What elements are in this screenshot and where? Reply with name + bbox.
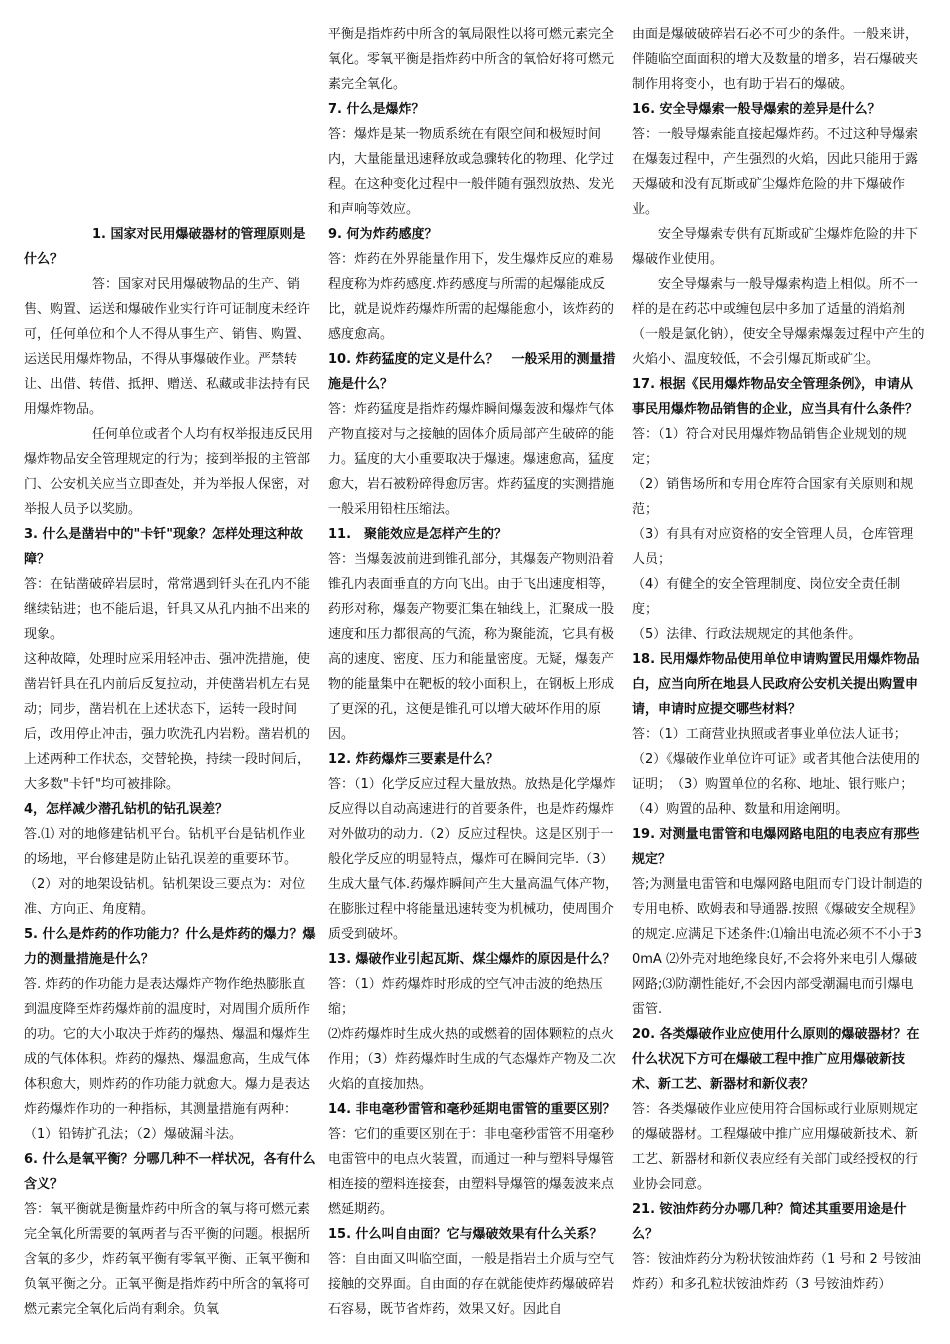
answer-paragraph: 任何单位或者个人均有权举报违反民用爆炸物品安全管理规定的行为；接到举报的主管部门、公安机关应当立即查处，并为举报人保密，对举报人员予以奖励。 [24,427,314,517]
question-heading: 1. 国家对民用爆破器材的管理原则是什么？ [24,227,306,267]
answer-paragraph: 答;为测量电雷管和电爆网路电阻而专门设计制造的专用电桥、欧姆表和导通器.按照《爆破安全规程》的规定.应满足下述条件:⑴输出电流必须不不小于30mA ⑵外壳对地绝缘良好,不会将外来电引人爆破网路;⑶防潮性能好,不会因内部受潮漏电而引爆电雷管. [632,877,923,1017]
question-heading: 15. 什么叫自由面？它与爆破效果有什么关系？ [328,1227,603,1242]
question-heading: 13. 爆破作业引起瓦斯、煤尘爆炸的原因是什么？ [328,952,616,967]
answer-paragraph: 答：炸药在外界能量作用下，发生爆炸反应的难易程度称为炸药感度.炸药感度与所需的起爆能成反比，就是说炸药爆炸所需的起爆能愈小，该炸药的感度愈高。 [328,252,615,342]
answer-paragraph: 安全导爆索与一般导爆索构造上相似。所不一样的是在药芯中或缠包层中多加了适量的消焰剂（一般是氯化钠），使安全导爆索爆轰过程中产生的火焰小、温度较低，不会引爆瓦斯或矿尘。 [632,277,925,367]
answer-paragraph: 平衡是指炸药中所含的氧局限性以将可燃元素完全氧化。零氧平衡是指炸药中所含的氧恰好将可燃元素完全氧化。 [328,27,615,92]
question-heading: 16. 安全导爆索一般导爆索的差异是什么？ [632,102,881,117]
answer-paragraph: 答：国家对民用爆破物品的生产、销售、购置、运送和爆破作业实行许可证制度未经许可，任何单位和个人不得从事生产、销售、购置、运送民用爆炸物品，不得从事爆破作业。严禁转让、出借、转借、抵押、赠送、私藏或非法持有民用爆炸物品。 [24,277,311,417]
answer-paragraph: 由面是爆破破碎岩石必不可少的条件。一般来讲，伴随临空面面积的增大及数量的增多，岩石爆破夹制作用将变小，也有助于岩石的爆破。 [632,27,919,92]
column-middle [328,22,621,1322]
answer-paragraph: 答.⑴ 对的地修建钻机平台。钻机平台是钻机作业的场地，平台修建是防止钻孔误差的重要环节。（2）对的地架设钻机。钻机架设三要点为：对位准、方向正、角度精。 [24,827,306,917]
answer-paragraph: 答：铵油炸药分为粉状铵油炸药（1 号和 2 号铵油炸药）和多孔粒状铵油炸药（3 号铵油炸药） [632,1252,921,1292]
question-heading: 10. 炸药猛度的定义是什么？ 一般采用的测量措施是什么？ [328,352,616,392]
answer-paragraph: 答：（1）炸药爆炸时形成的空气冲击波的绝热压缩； [328,977,603,1017]
question-heading: 19. 对测量电雷管和电爆网路电阻的电表应有那些规定？ [632,827,920,867]
answer-paragraph: 答：氧平衡就是衡量炸药中所含的氧与将可燃元素完全氧化所需要的氧两者与否平衡的问题。根据所含氧的多少，炸药氧平衡有零氧平衡、正氧平衡和负氧平衡之分。正氧平衡是指炸药中所含的氧将可燃元素完全氧化后尚有剩余。负氧 [24,1202,311,1317]
question-heading: 20. 各类爆破作业应使用什么原则的爆破器材？在什么状况下方可在爆破工程中推广应用爆破新技术、新工艺、新器材和新仪表？ [632,1027,920,1092]
question-heading: 7. 什么是爆炸？ [328,102,425,117]
answer-paragraph: 答. 炸药的作功能力是表达爆炸产物作绝热膨胀直到温度降至炸药爆炸前的温度时，对周围介质所作的功。它的大小取决于炸药的爆热、爆温和爆炸生成的气体体积。炸药的爆热、爆温愈高，生成气体体积愈大，则炸药的作功能力就愈大。爆力是表达炸药爆炸作功的一种指标，其测量措施有两种：（1）铅铸扩孔法；（2）爆破漏斗法。 [24,977,311,1142]
answer-paragraph: 答：爆炸是某一物质系统在有限空间和极短时间内，大量能量迅速释放或急骤转化的物理、化学过程。在这种变化过程中一般伴随有强烈放热、发光和声响等效应。 [328,127,615,217]
column-left [24,222,317,1322]
answer-paragraph: 答：当爆轰波前进到锥孔部分，其爆轰产物则沿着锥孔内表面垂直的方向飞出。由于飞出速度相等，药形对称，爆轰产物要汇集在轴线上，汇聚成一股速度和压力都很高的气流，称为聚能流，它具有极高的速度、密度、压力和能量密度。无疑，爆轰产物的能量集中在靶板的较小面积上，在钢板上形成了更深的孔，这便是锥孔可以增大破坏作用的原因。 [328,552,615,742]
answer-paragraph: 答：它们的重要区别在于：非电毫秒雷管不用毫秒电雷管中的电点火装置，而通过一种与塑料导爆管相连接的塑料连接套，由塑料导爆管的爆轰波来点燃延期药。 [328,1127,615,1217]
answer-paragraph: 这种故障，处理时应采用轻冲击、强冲洗措施，使凿岩钎具在孔内前后反复拉动，并使凿岩机左右晃动；同步，凿岩机在上述状态下，运转一段时间后，改用停止冲击，强力吹洗孔内岩粉。凿岩机的上述两种工作状态，交替轮换，持续一段时间后，大多数"卡钎"均可被排除。 [24,652,311,792]
question-heading: 21. 铵油炸药分办哪几种？简述其重要用途是什么？ [632,1202,907,1242]
question-heading: 6. 什么是氧平衡？分哪几种不一样状况，各有什么含义？ [24,1152,316,1192]
answer-paragraph: 答：（1）化学反应过程大量放热。放热是化学爆炸反应得以自动高速进行的首要条件，也是炸药爆炸对外做功的动力.（2）反应过程快。这是区别于一般化学反应的明显特点，爆炸可在瞬间完毕.（3）生成大量气体.药爆炸瞬间产生大量高温气体产物，在膨胀过程中将能量迅速转变为机械功，使周围介质受到破坏。 [328,777,619,942]
answer-paragraph: ⑵炸药爆炸时生成火热的或燃着的固体颗粒的点火作用；（3）炸药爆炸时生成的气态爆炸产物及二次火焰的直接加热。 [328,1027,616,1092]
answer-paragraph: （3）有具有对应资格的安全管理人员，仓库管理人员； [632,527,914,567]
answer-paragraph: 答：各类爆破作业应使用符合国标或行业原则规定的爆破器材。工程爆破中推广应用爆破新技术、新工艺、新器材和新仪表应经有关部门或经授权的行业协会同意。 [632,1102,919,1192]
answer-paragraph: 答：（1）工商营业执照或者事业单位法人证书；（2）《爆破作业单位许可证》或者其他合法使用的证明； （3）购置单位的名称、地址、银行账户；（4）购置的品种、数量和用途阐明。 [632,727,920,817]
question-heading: 4，怎样减少潜孔钻机的钻孔误差？ [24,802,229,817]
answer-paragraph: 安全导爆索专供有瓦斯或矿尘爆炸危险的井下爆破作业使用。 [632,227,919,267]
question-heading: 18. 民用爆炸物品使用单位申请购置民用爆炸物品白，应当向所在地县人民政府公安机关提出购置申请，申请时应提交哪些材料？ [632,652,920,717]
question-heading: 9. 何为炸药感度？ [328,227,438,242]
answer-paragraph: 答：炸药猛度是指炸药爆炸瞬间爆轰波和爆炸气体产物直接对与之接触的固体介质局部产生破碎的能力。猛度的大小重要取决于爆速。爆速愈高，猛度愈大，岩石被粉碎得愈厉害。炸药猛度的实测措施一般采用铅柱压缩法。 [328,402,615,517]
question-heading: 14. 非电毫秒雷管和毫秒延期电雷管的重要区别？ [328,1102,616,1117]
question-heading: 5. 什么是炸药的作功能力？什么是炸药的爆力？爆力的测量措施是什么？ [24,927,316,967]
answer-paragraph: 答：自由面又叫临空面，一般是指岩土介质与空气接触的交界面。自由面的存在就能使炸药爆破碎岩石容易，既节省炸药，效果又好。因此自 [328,1252,615,1317]
question-heading: 17. 根据《民用爆炸物品安全管理条例》，申请从事民用爆炸物品销售的企业，应当具有什么条件？ [632,377,919,417]
answer-paragraph: 答：在钻凿破碎岩层时，常常遇到钎头在孔内不能继续钻进；也不能后退，钎具又从孔内抽不出来的现象。 [24,577,311,642]
answer-paragraph: 答：（1）符合对民用爆炸物品销售企业规划的规定； [632,427,907,467]
question-heading: 3. 什么是凿岩中的"卡钎"现象？怎样处理这种故障？ [24,527,304,567]
answer-paragraph: （4）有健全的安全管理制度、岗位安全责任制度； [632,577,901,617]
answer-paragraph: 答：一般导爆索能直接起爆炸药。不过这种导爆索在爆轰过程中，产生强烈的火焰，因此只能用于露天爆破和没有瓦斯或矿尘爆炸危险的井下爆破作业。 [632,127,919,217]
answer-paragraph: （2）销售场所和专用仓库符合国家有关原则和规范； [632,477,914,517]
question-heading: 12. 炸药爆炸三要素是什么？ [328,752,499,767]
question-heading: 11. 聚能效应是怎样产生的？ [328,527,508,542]
answer-paragraph: （5）法律、行政法规规定的其他条件。 [632,627,862,642]
column-right [632,22,925,1297]
